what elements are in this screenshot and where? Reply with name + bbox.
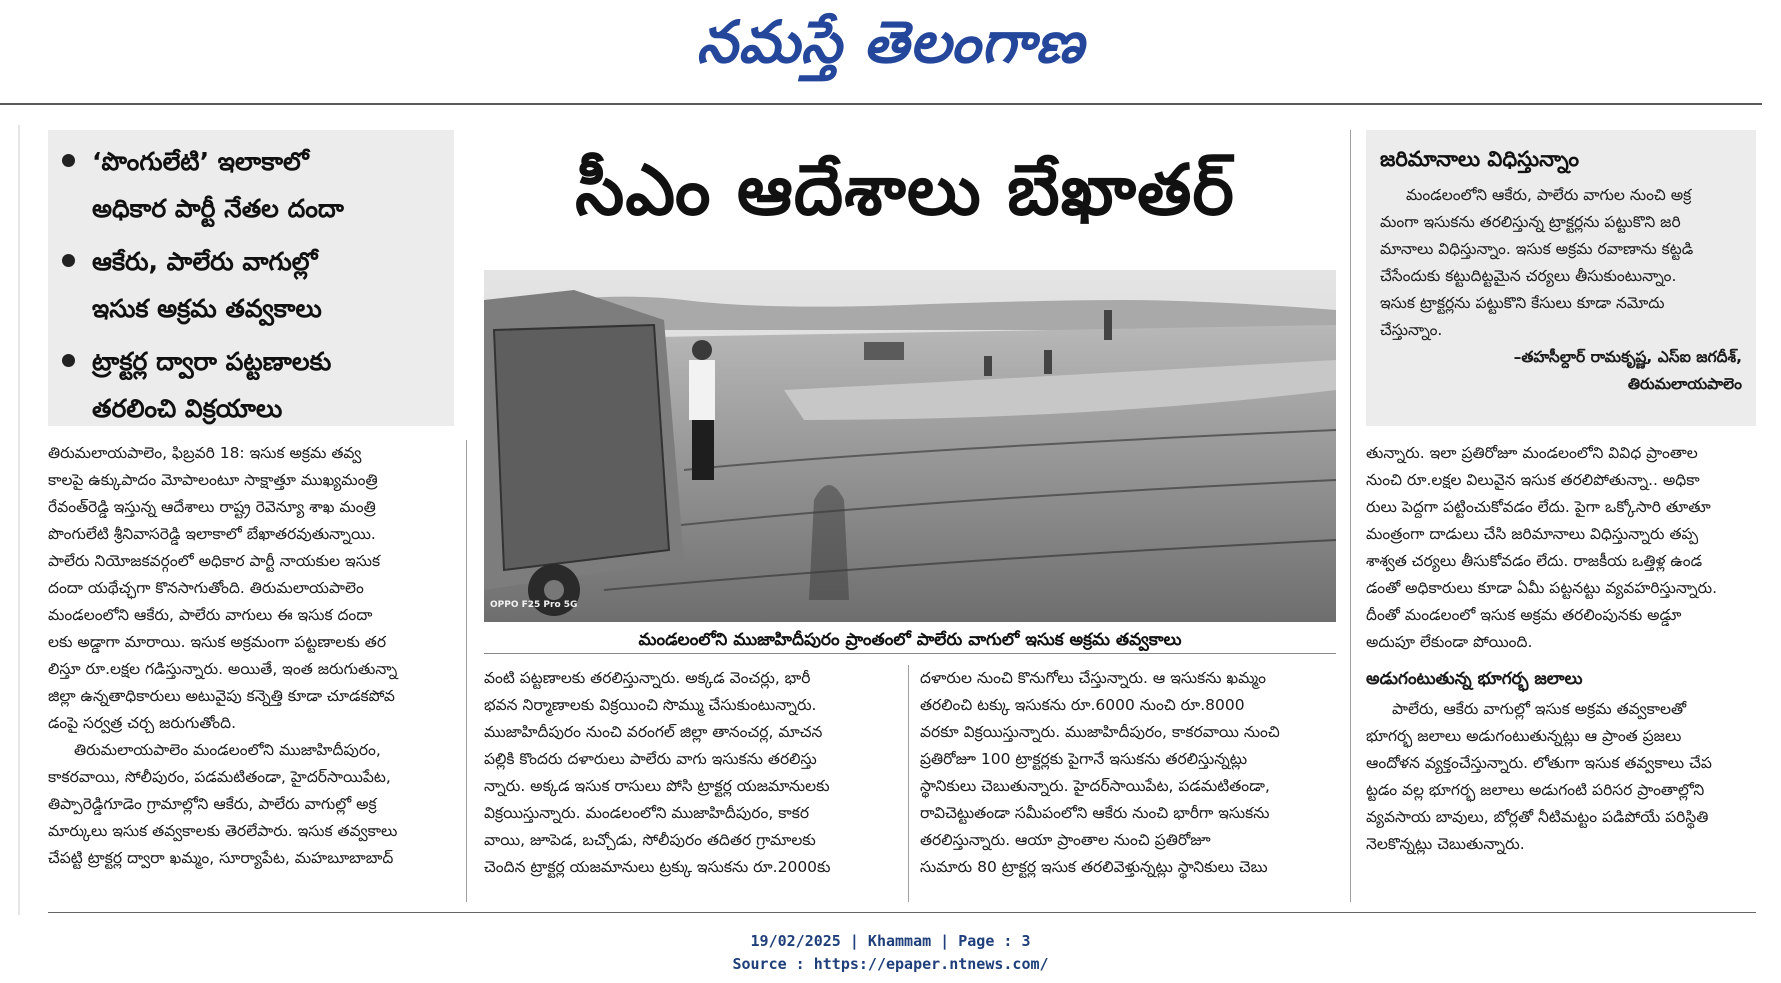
quote-credit: –తహసీల్దార్ రామకృష్ణ, ఎస్‌ఐ జగదీశ్, <box>1513 348 1742 366</box>
bullet-icon <box>62 154 75 167</box>
highlight-line: తరలించి విక్రయాలు <box>92 394 283 423</box>
text-line: వరకూ విక్రయిస్తున్నారు. ముజాహిదీపురం, కాకరవాయి నుంచి <box>920 723 1280 741</box>
text-line: మండలంలోని ఆకేరు, పాలేరు వాగులు ఈ ఇసుక దందా <box>48 606 373 624</box>
text-line: పాలేరు నియోజకవర్గంలో అధికార పార్టీ నాయకుల ఇసుక <box>48 552 381 570</box>
text-line: భవన నిర్మాణాలకు విక్రయించి సొమ్ము చేసుకుంటున్నారు. <box>484 696 817 714</box>
official-quote-box <box>1366 130 1756 426</box>
text-line: రేవంత్‌రెడ్డి ఇస్తున్న ఆదేశాలు రాష్ట్ర రెవెన్యూ శాఖ మంత్రి <box>48 498 376 516</box>
text-line: శాశ్వత చర్యలు తీసుకోవడం లేదు. రాజకీయ ఒత్తిళ్ల ఉండ <box>1366 552 1703 570</box>
quote-box-title: జరిమానాలు విధిస్తున్నాం <box>1380 147 1579 171</box>
text-line: సుమారు 80 ట్రాక్టర్ల ఇసుక తరలివెళ్తున్నట్లు స్థానికులు చెబు <box>920 858 1268 876</box>
text-line: మార్కులు ఇసుక తవ్వకాలకు తెరలేపారు. ఇసుక తవ్వకాలు <box>48 822 398 840</box>
text-line: లకు అడ్డాగా మారాయి. ఇసుక అక్రమంగా పట్టణాలకు తర <box>48 633 387 651</box>
camera-watermark: OPPO F25 Pro 5G <box>490 600 578 610</box>
text-line: భూగర్భ జలాలు అడుగంటుతున్నట్లు ఆ ప్రాంత ప్రజలు <box>1366 727 1682 745</box>
masthead-divider <box>0 103 1762 105</box>
article-headline: సీఎం ఆదేశాలు బేఖాతర్ <box>575 149 1235 231</box>
text-line: మంగా ఇసుకను తరలిస్తున్న ట్రాక్టర్లను పట్టుకొని జరి <box>1380 213 1681 231</box>
bullet-icon <box>62 354 75 367</box>
highlight-item <box>58 238 444 332</box>
text-line: డంతో అధికారులు కూడా ఏమీ పట్టనట్టు వ్యవహరిస్తున్నారు. <box>1366 579 1718 597</box>
text-line: వాయి, జూపెడ, బచ్చోడు, సోలీపురం తదితర గ్రామాలకు <box>484 831 816 849</box>
source-link[interactable]: Source : https://epaper.ntnews.com/ <box>732 955 1049 973</box>
text-line: విక్రయిస్తున్నారు. మండలంలోని ముజాహిదీపురం, కాకర <box>484 804 810 822</box>
text-line: తిప్పారెడ్డిగూడెం గ్రామాల్లోని ఆకేరు, పాలేరు వాగుల్లో అక్ర <box>48 795 377 813</box>
sub-heading: అడుగంటుతున్న భూగర్భ జలాలు <box>1366 669 1583 689</box>
text-line: కాకరవాయి, సోలీపురం, పడమటితండా, హైదర్‌సాయిపేట, <box>48 768 391 786</box>
article-column-1 <box>48 440 454 872</box>
article-column-2 <box>484 665 896 881</box>
column-divider <box>908 665 909 902</box>
text-line: దళారుల నుంచి కొనుగోలు చేస్తున్నారు. ఆ ఇసుకను ఖమ్మం <box>920 669 1266 687</box>
text-line: దందా యథేచ్ఛగా కొనసాగుతోంది. తిరుమలాయపాలెం <box>48 579 364 597</box>
bullet-icon <box>62 254 75 267</box>
column-divider <box>466 440 467 902</box>
quote-credit-place: తిరుమలాయపాలెం <box>1627 375 1742 393</box>
text-line: నుంచి రూ.లక్షల విలువైన ఇసుక తరలిపోతున్నా.. అధికా <box>1366 471 1700 489</box>
article-photo <box>484 270 1336 622</box>
newspaper-logo: నమస్తే తెలంగాణ <box>696 8 1085 76</box>
text-line: మానాలు విధిస్తున్నాం. ఇసుక అక్రమ రవాణాను కట్టడి <box>1380 240 1694 258</box>
text-line: లిస్తూ రూ.లక్షల గడిస్తున్నారు. అయితే, ఇంత జరుగుతున్నా <box>48 660 398 678</box>
article-column-3 <box>920 665 1336 881</box>
text-line: జిల్లా ఉన్నతాధికారులు అటువైపు కన్నెత్తి కూడా చూడకపోవ <box>48 687 395 705</box>
text-line: చేస్తున్నాం. <box>1380 321 1443 339</box>
text-line: మండలంలోని ఆకేరు, పాలేరు వాగుల నుంచి అక్ర <box>1406 186 1692 204</box>
footer-divider <box>48 912 1756 913</box>
text-line: అదుపూ లేకుండా పోయింది. <box>1366 633 1533 651</box>
text-line: దీంతో మండలంలో ఇసుక అక్రమ తరలింపునకు అడ్డూ <box>1366 606 1682 624</box>
text-line: రావిచెట్టుతండా సమీపంలోని ఆకేరు నుంచి భారీగా ఇసుకను <box>920 804 1270 822</box>
sand-mining-photo-illustration <box>484 270 1336 622</box>
photo-caption: మండలంలోని ముజాహిదీపురం ప్రాంతంలో పాలేరు వాగులో ఇసుక అక్రమ తవ్వకాలు <box>484 626 1336 654</box>
text-line: పల్లికి కొందరు దళారులు పాలేరు వాగు ఇసుకను తరలిస్తు <box>484 750 817 768</box>
text-line: న్నారు. అక్కడ ఇసుక రాసులు పోసి ట్రాక్టర్ల యజమానులకు <box>484 777 830 795</box>
text-line: పొంగులేటి శ్రీనివాసరెడ్డి ఇలాకాలో బేఖాతరవుతున్నాయి. <box>48 525 376 543</box>
text-line: చెందిన ట్రాక్టర్ల యజమానులు ట్రక్కు ఇసుకను రూ.2000కు <box>484 858 831 876</box>
text-line: కాలపై ఉక్కుపాదం మోపాలంటూ సాక్షాత్తూ ముఖ్యమంత్రి <box>48 471 378 489</box>
text-line: తరలిస్తున్నారు. ఆయా ప్రాంతాల నుంచి ప్రతిరోజూ <box>920 831 1211 849</box>
text-line: డంపై సర్వత్ర చర్చ జరుగుతోంది. <box>48 714 237 732</box>
text-line: ముజాహిదీపురం నుంచి వరంగల్ జిల్లా తానంచర్ల, మాచన <box>484 723 823 741</box>
text-line: ట్టడం వల్ల భూగర్భ జలాలు అడుగంటి పరిసర ప్రాంతాల్లోని <box>1366 781 1705 799</box>
text-line: పాలేరు, ఆకేరు వాగుల్లో ఇసుక అక్రమ తవ్వకాలతో <box>1392 700 1687 718</box>
text-line: ప్రతిరోజూ 100 ట్రాక్టర్లకు పైగానే ఇసుకను తరలిస్తున్నట్లు <box>920 750 1248 768</box>
text-line: తరలించి టక్కు ఇసుకను రూ.6000 నుంచి రూ.8000 <box>920 696 1245 714</box>
text-line: వ్యవసాయ బావులు, బోర్లతో నీటిమట్టం పడిపోయే పరిస్థితి <box>1366 808 1709 826</box>
column-divider <box>1350 130 1351 902</box>
text-line: నెలకొన్నట్లు చెబుతున్నారు. <box>1366 835 1525 853</box>
masthead <box>0 0 1781 105</box>
text-line: రులు పెద్దగా పట్టించుకోవడం లేదు. పైగా ఒక్కోసారి తూతూ <box>1366 498 1711 516</box>
text-line: చేసేందుకు కట్టుదిట్టమైన చర్యలు తీసుకుంటున్నాం. <box>1380 267 1677 285</box>
text-line: తిరుమలాయపాలెం, ఫిబ్రవరి 18: ఇసుక అక్రమ తవ్వ <box>48 444 362 462</box>
highlight-line: ట్రాక్టర్ల ద్వారా పట్టణాలకు <box>92 347 332 376</box>
highlight-line: ఆకేరు, పాలేరు వాగుల్లో <box>92 247 318 276</box>
highlight-item <box>58 138 444 232</box>
highlight-line: అధికార పార్టీ నేతల దందా <box>92 194 344 223</box>
text-line: తిరుమలాయపాలెం మండలంలోని ముజాహిదీపురం, <box>74 741 381 759</box>
text-line: వంటి పట్టణాలకు తరలిస్తున్నారు. అక్కడ వెంచర్లు, భారీ <box>484 669 811 687</box>
page-edge-shadow <box>18 125 20 915</box>
text-line: చేపట్టి ట్రాక్టర్ల ద్వారా ఖమ్మం, సూర్యాపేట, మహబూబాబాద్ <box>48 849 394 867</box>
article-column-4 <box>1366 440 1756 858</box>
highlight-line: ఇసుక అక్రమ తవ్వకాలు <box>92 294 322 323</box>
highlight-line: ‘పొంగులేటి’ ఇలాకాలో <box>92 147 309 176</box>
edition-info: 19/02/2025 | Khammam | Page : 3 <box>750 932 1031 950</box>
text-line: స్థానికులు చెబుతున్నారు. హైదర్‌సాయిపేట, పడమటితండా, <box>920 777 1270 795</box>
text-line: ఆందోళన వ్యక్తంచేస్తున్నారు. లోతుగా ఇసుక తవ్వకాలు చేప <box>1366 754 1712 772</box>
text-line: మంత్రంగా దాడులు చేసి జరిమానాలు విధిస్తున్నారు తప్ప <box>1366 525 1699 543</box>
highlights-box <box>48 130 454 426</box>
text-line: ఇసుక ట్రాక్టర్లను పట్టుకొని కేసులు కూడా నమోదు <box>1380 294 1665 312</box>
highlight-item <box>58 338 444 432</box>
text-line: తున్నారు. ఇలా ప్రతిరోజూ మండలంలోని వివిధ ప్రాంతాల <box>1366 444 1698 462</box>
